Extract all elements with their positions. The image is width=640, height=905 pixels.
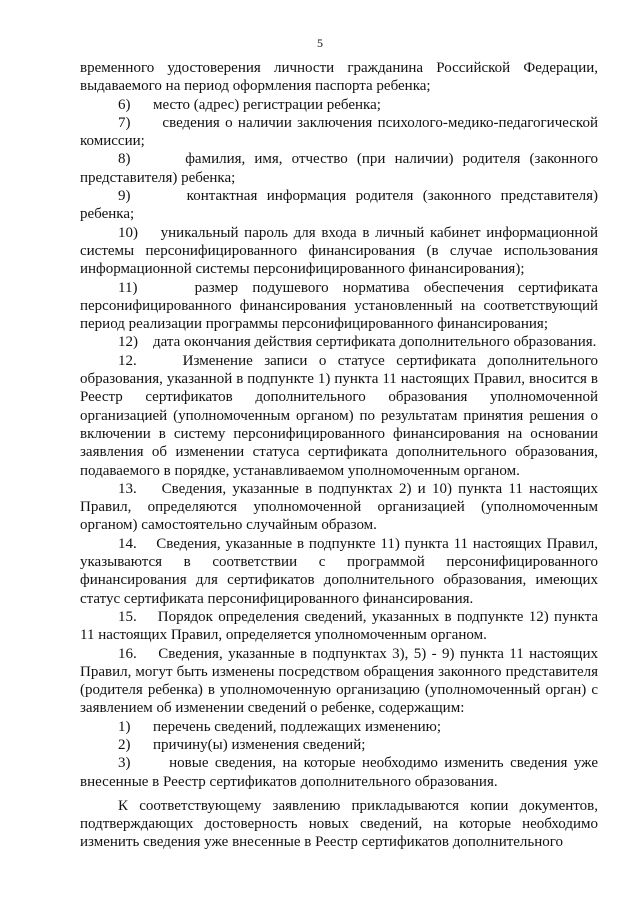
clause-16: 16. Сведения, указанные в подпунктах 3), 5) - 9) пункта 11 настоящих Правил, могут быть изменены посредством обращения законного представителя (родителя ребенка) в уполномоченную организацию (уполномоченный орган) с заявлением об изменении сведений о ребенке, содержащим: [80,645,598,717]
page-number: 5 [317,36,323,50]
clause-13: 13. Сведения, указанные в подпунктах 2) и 10) пункта 11 настоящих Правил, определяются уполномоченной организацией (уполномоченным органом) самостоятельно случайным образом. [80,480,598,534]
clause-14: 14. Сведения, указанные в подпункте 11) пункта 11 настоящих Правил, указываются в соответствии с программой персонифицированного финансирования для сертификатов дополнительного образования, имеющих статус сертификата персонифицированного финансирования. [80,535,598,607]
list-item-10: 10) уникальный пароль для входа в личный кабинет информационной системы персонифицированного финансирования (в случае использования информационной системы персонифицированного финансирования); [80,224,598,278]
clause-12: 12. Изменение записи о статусе сертификата дополнительного образования, указанной в подпункте 1) пункта 11 настоящих Правил, вносится в Реестр сертификатов дополнительного образования уполномоченной организацией (уполномоченным органом) по результатам принятия решения о включении в систему персонифицированного финансирования на основании заявления об изменении статуса сертификата дополнительного образования, подаваемого в порядке, устанавливаемом уполномоченным органом. [80,352,598,479]
paragraph-continuation: временного удостоверения личности гражданина Российской Федерации, выдаваемого на период оформления паспорта ребенка; [80,60,598,95]
list-item-6: 6) место (адрес) регистрации ребенка; [118,96,381,113]
sublist-item-2: 2) причину(ы) изменения сведений; [118,736,366,753]
list-item-12: 12) дата окончания действия сертификата дополнительного образования. [118,334,597,351]
list-item-7: 7) сведения о наличии заключения психолого-медико-педагогической комиссии; [80,114,598,150]
list-item-11: 11) размер подушевого норматива обеспечения сертификата персонифицированного финансирования установленный на соответствующий период реализации программы персонифицированного финансирования; [80,279,598,333]
list-item-9: 9) контактная информация родителя (законного представителя) ребенка; [80,188,598,223]
closing-paragraph: К соответствующему заявлению прикладываются копии документов, подтверждающих достоверность новых сведений, на которые необходимо изменить сведения уже внесенные в Реестр сертификатов дополнительного [80,797,598,851]
sublist-item-1: 1) перечень сведений, подлежащих изменению; [118,718,441,735]
list-item-8: 8) фамилия, имя, отчество (при наличии) родителя (законного представителя) ребенка; [80,151,598,186]
document-body [80,59,598,852]
clause-15: 15. Порядок определения сведений, указанных в подпункте 12) пункта 11 настоящих Правил, определяется уполномоченным органом. [80,608,598,644]
sublist-item-3: 3) новые сведения, на которые необходимо изменить сведения уже внесенные в Реестр сертификатов дополнительного образования. [80,755,598,790]
